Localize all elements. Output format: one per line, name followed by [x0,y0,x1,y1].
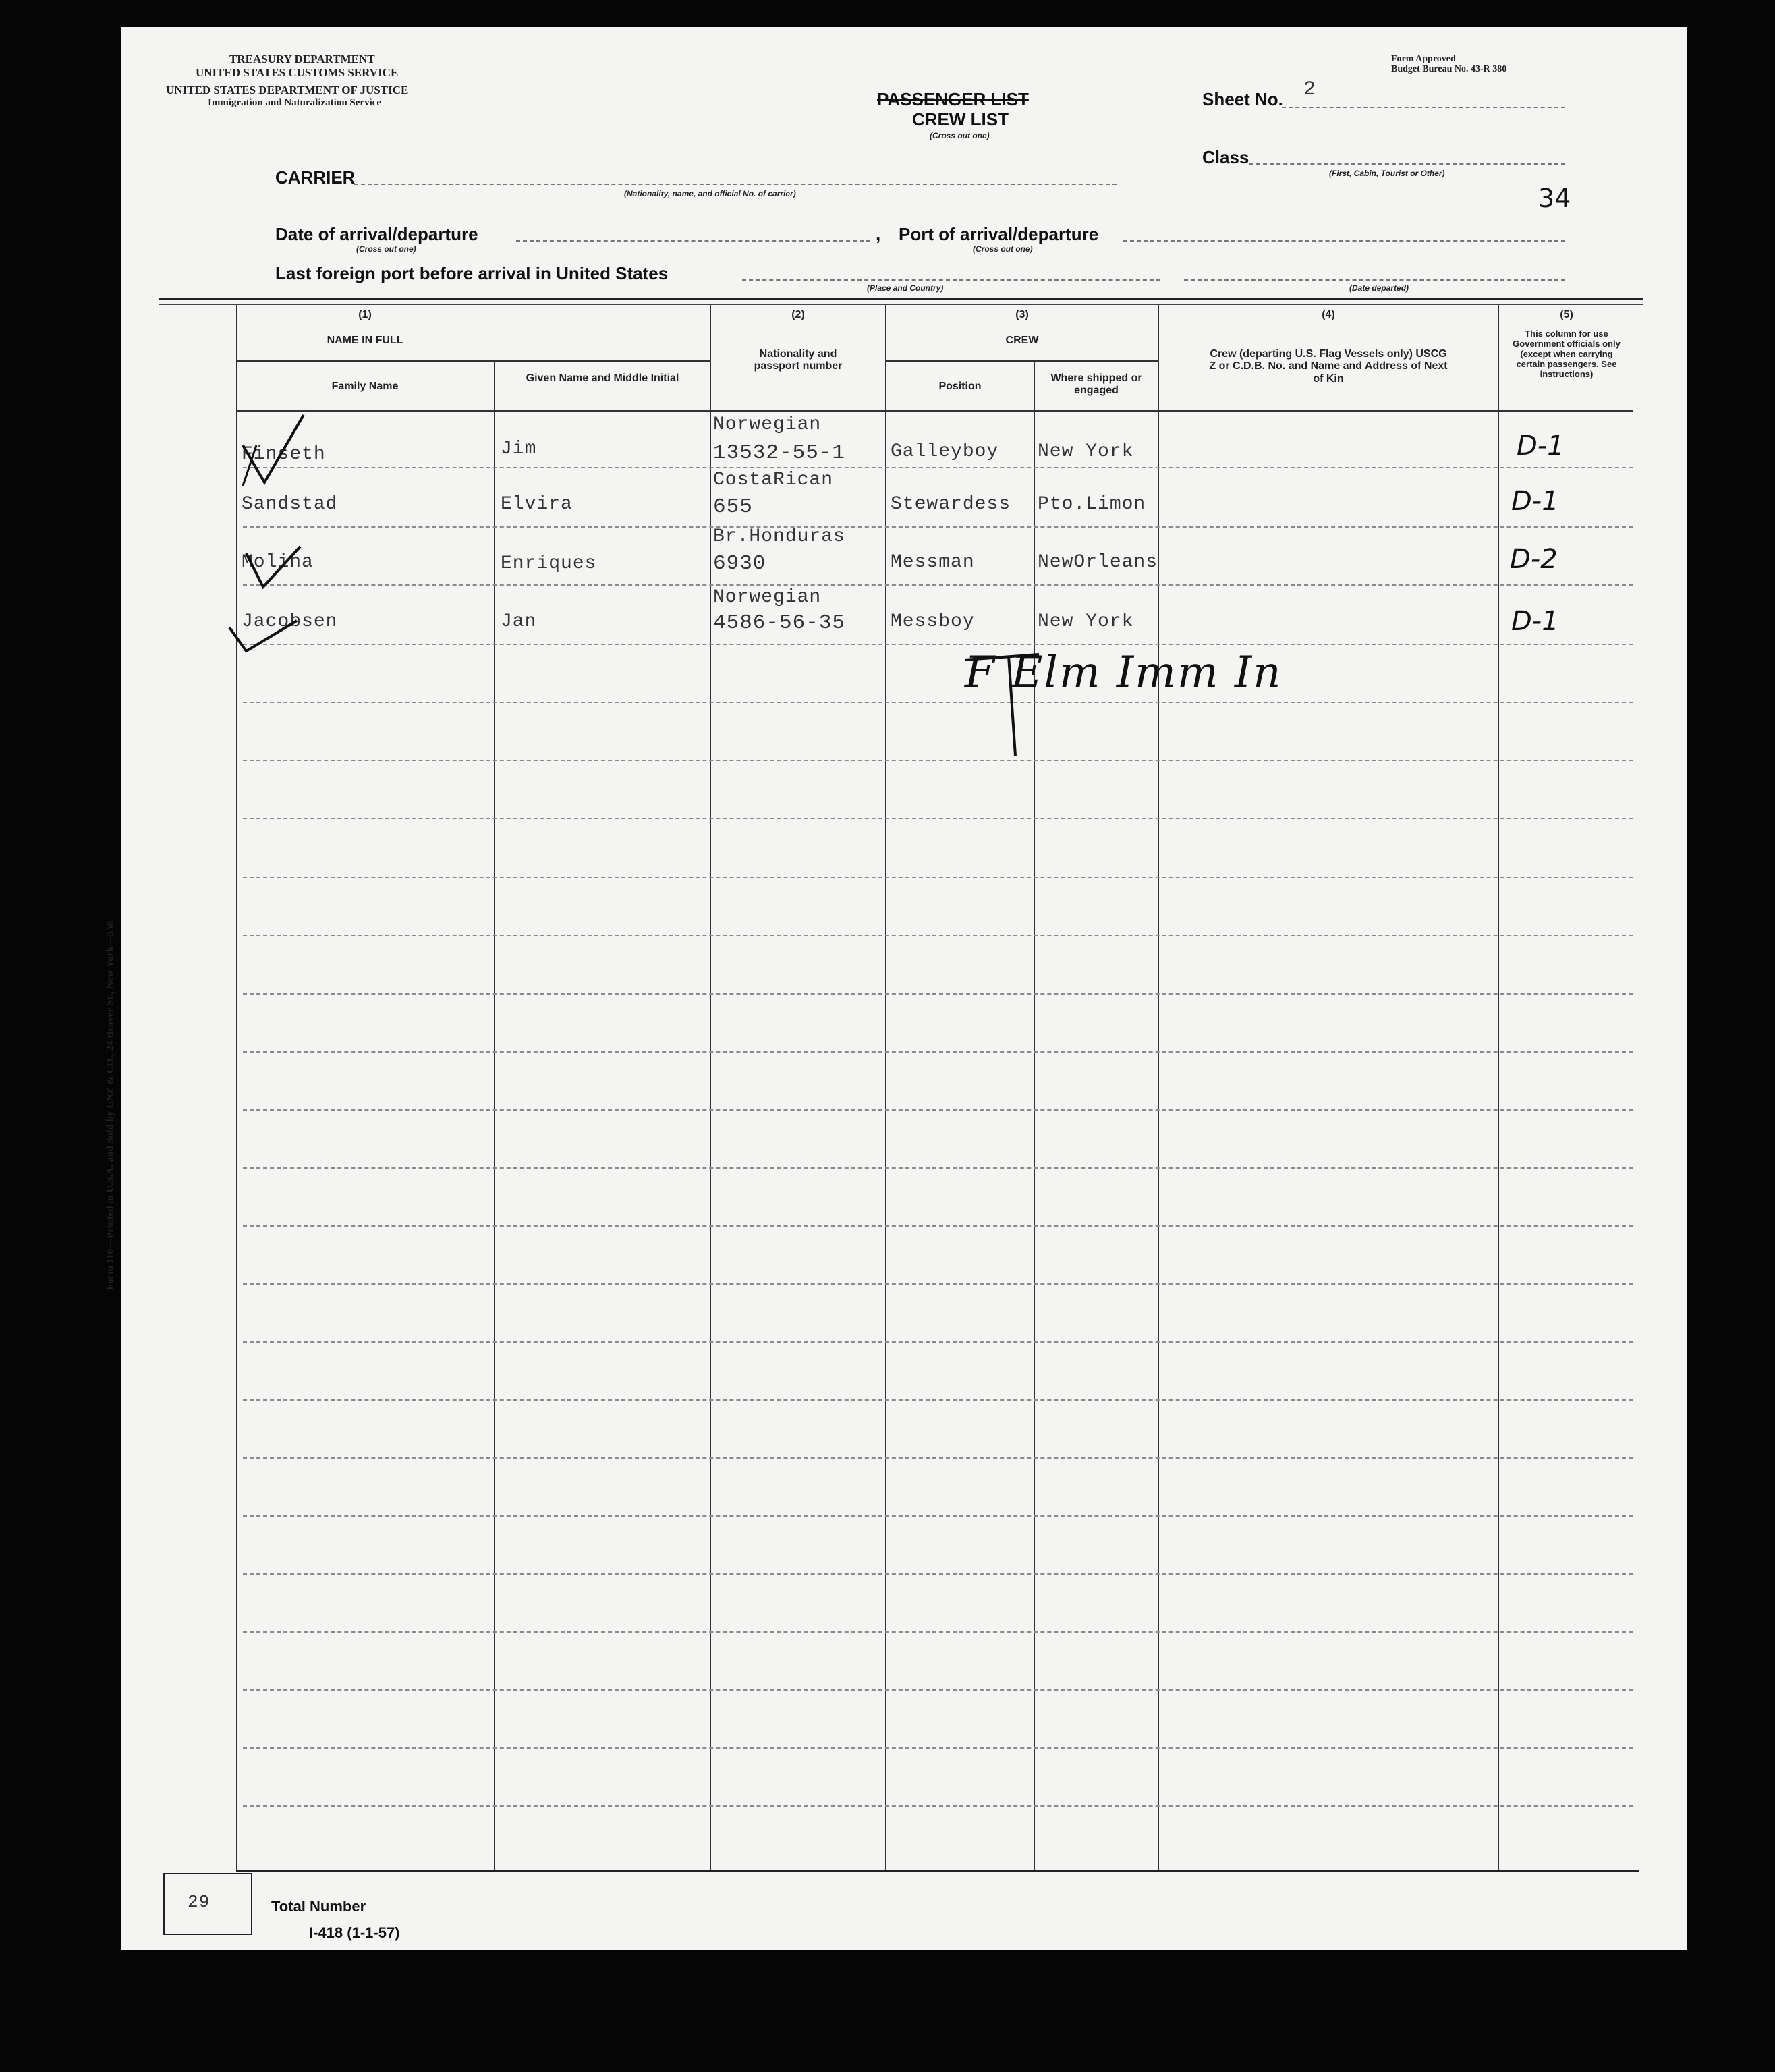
nationality: Br.Honduras [713,526,845,547]
col-family-name: Family Name [331,381,399,392]
col4-number: (4) [1322,309,1335,320]
date-departed-caption: (Date departed) [1349,283,1409,293]
col-position: Position [938,381,982,392]
gov-mark: D-1 [1511,606,1559,637]
given-name: Jim [501,439,537,459]
port-caption: (Cross out one) [973,244,1033,254]
col-given-name: Given Name and Middle Initial [526,372,679,384]
position: Messboy [891,611,975,632]
budget-bureau: Budget Bureau No. 43-R 380 [1391,64,1507,74]
sheet-label: Sheet No. [1202,89,1283,109]
agency-treasury: TREASURY DEPARTMENT [229,53,375,65]
nationality: Norwegian [713,587,822,608]
crew-list-form: TREASURY DEPARTMENT UNITED STATES CUSTOMS SERVICE UNITED STATES DEPARTMENT OF JUSTICE Immigration and Naturalization Service Form Approved Budget Bureau No. 43-R 380 PASSENGER LIST CREW LIST (Cross out one) Sheet No. 2 Class (First, Cabin, Tourist or Other) 34 CARRIER (Nationality, name, and official No. of carrier) Date of arrival/departure , (Cross out one) Port of arrival/departure (Cross out one) Last foreign port before arrival in United States (Place and Country) (Date departed) (1) NAME IN FULL Family Name Given Name and Middle Initial (2) Nationality and passport number (3) CREW Position Where shipped or engaged (4) Crew (departing U.S. Flag Vessels only) USCG Z or C.D.B. No. and Name and Address of Next of Kin (5) This column for use Government officials only (except when carrying certain passengers. See instructions) Finseth Jim Norwegian 13532-55-1 Galleyboy New York D-1 Sandstad Elvira CostaRican 655 Stewardess Pto.Limon D-1 Molina Enriques Br.Honduras 6930 Messman NewOrleans D-2 Jacobsen Jan Norwegian 4586-56-35 Messboy New York D-1 F Elm Imm In Form 110—Printed in U.S.A. and Sold by UNZ & CO., 24 Beaver St., New York—558 29 Total Number I-418 (1-1-57) [121,27,1687,1950]
position: Messman [891,552,975,573]
gov-mark: D-2 [1510,544,1558,575]
position: Galleyboy [891,441,999,462]
date-label: Date of arrival/departure [275,224,478,244]
crew-list-title: CREW LIST [912,109,1009,130]
family-name: Finseth [242,444,326,465]
where-shipped: Pto.Limon [1038,494,1146,515]
family-name: Jacobsen [242,611,338,632]
gov-mark: D-1 [1517,430,1565,461]
col1-number: (1) [358,309,372,320]
col4-title: Crew (departing U.S. Flag Vessels only) USCG Z or C.D.B. No. and Name and Address of Next of Kin [1209,348,1448,385]
total-value: 29 [188,1892,210,1912]
sheet-value: 2 [1303,78,1317,101]
class-caption: (First, Cabin, Tourist or Other) [1329,169,1445,178]
given-name: Jan [501,611,537,632]
agency-justice: UNITED STATES DEPARTMENT OF JUSTICE [166,84,409,96]
where-shipped: New York [1038,441,1134,462]
passport-number: 6930 [713,552,766,576]
col2-number: (2) [791,309,805,320]
class-label: Class [1202,147,1249,167]
form-approved: Form Approved [1391,54,1456,64]
given-name: Elvira [501,494,573,515]
place-caption: (Place and Country) [867,283,944,293]
printer-note: Form 110—Printed in U.S.A. and Sold by UNZ & CO., 24 Beaver St., New York—558 [105,920,116,1291]
nationality: Norwegian [713,414,822,435]
position: Stewardess [891,494,1011,515]
carrier-caption: (Nationality, name, and official No. of carrier) [624,189,796,198]
cross-out-caption: (Cross out one) [930,131,990,140]
carrier-label: CARRIER [275,167,356,188]
date-caption: (Cross out one) [356,244,416,254]
passport-number: 13532-55-1 [713,441,846,465]
col2-title: Nationality and passport number [754,348,843,372]
page-number: 34 [1538,184,1571,213]
gov-mark: D-1 [1511,486,1559,517]
nationality: CostaRican [713,470,834,491]
check-marks-icon [216,391,310,661]
signature-stroke-icon [965,648,1046,762]
family-name: Sandstad [242,494,338,515]
last-port-label: Last foreign port before arrival in United States [275,263,669,283]
where-shipped: New York [1038,611,1134,632]
passenger-list-struck: PASSENGER LIST [877,89,1029,109]
port-label: Port of arrival/departure [899,224,1099,244]
col-where-shipped: Where shipped or engaged [1050,372,1142,397]
total-box [163,1873,252,1935]
given-name: Enriques [501,553,597,574]
passport-number: 655 [713,495,753,519]
total-label: Total Number [271,1898,366,1915]
where-shipped: NewOrleans [1038,552,1158,573]
col3-number: (3) [1015,309,1029,320]
form-code: I-418 (1-1-57) [309,1924,400,1941]
signature: F Elm Imm In [965,648,1283,698]
agency-customs: UNITED STATES CUSTOMS SERVICE [196,66,399,79]
passport-number: 4586-56-35 [713,611,846,635]
agency-ins: Immigration and Naturalization Service [208,97,382,108]
col5-title: This column for use Government officials only (except when carrying certain passengers. See instructions) [1513,329,1621,379]
col5-number: (5) [1560,309,1573,320]
col1-title: NAME IN FULL [327,335,403,346]
family-name: Molina [242,552,314,573]
col3-title: CREW [1005,335,1039,346]
